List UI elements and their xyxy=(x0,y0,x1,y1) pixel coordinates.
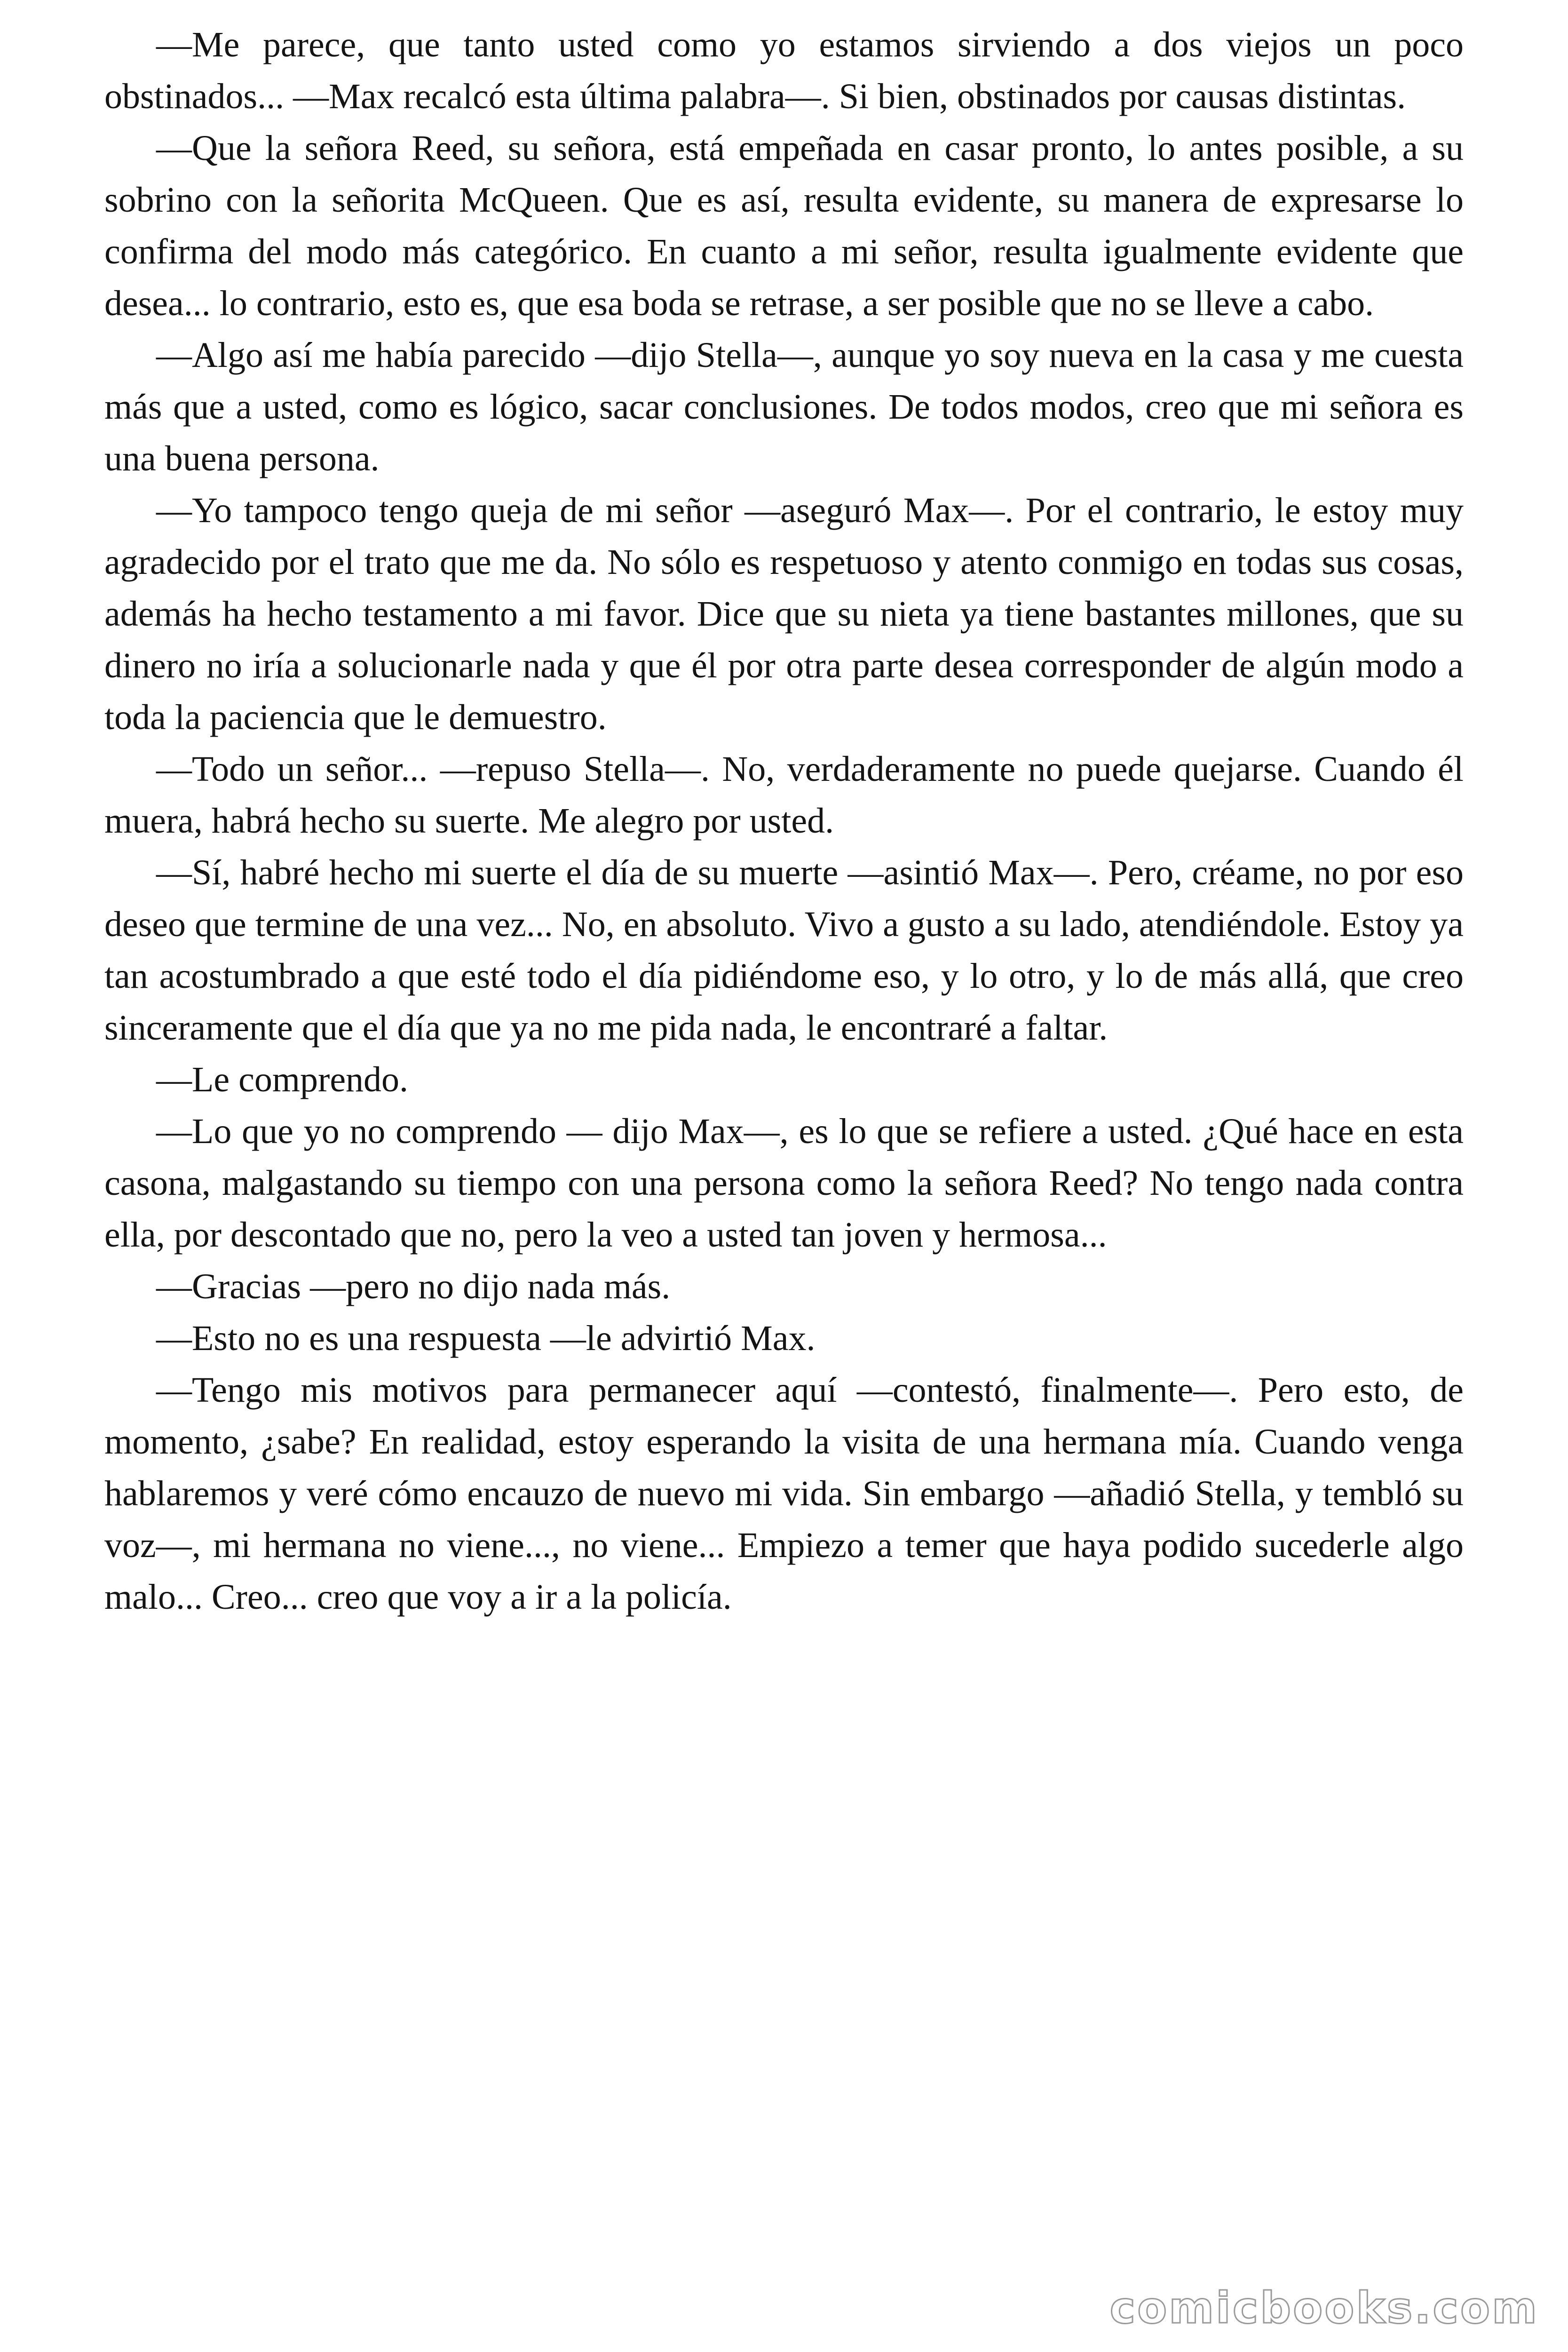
paragraph: —Todo un señor... —repuso Stella—. No, verdaderamente no puede quejarse. Cuando él muera, habrá hecho su suerte. Me alegro por usted. xyxy=(104,749,1464,841)
paragraph: —Esto no es una respuesta —le advirtió Max. xyxy=(156,1319,816,1358)
paragraph: —Que la señora Reed, su señora, está empeñada en casar pronto, lo antes posible, a su sobrino con la señorita McQueen. Que es así, resulta evidente, su manera de expresarse lo confirma del modo más categórico. En cuanto a mi señor, resulta igualmente evidente que desea... lo contrario, esto es, que esa boda se retrase, a ser posible que no se lleve a cabo. xyxy=(104,128,1464,323)
paragraph: —Le comprendo. xyxy=(156,1060,409,1099)
paragraph: —Lo que yo no comprendo — dijo Max—, es lo que se refiere a usted. ¿Qué hace en esta casona, malgastando su tiempo con una persona como la señora Reed? No tengo nada contra ella, por descontado que no, pero la veo a usted tan joven y hermosa... xyxy=(104,1112,1464,1255)
paragraph: —Gracias —pero no dijo nada más. xyxy=(156,1267,671,1306)
paragraph: —Sí, habré hecho mi suerte el día de su muerte —asintió Max—. Pero, créame, no por eso deseo que termine de una vez... No, en absoluto. Vivo a gusto a su lado, atendiéndole. Estoy ya tan acostumbrado a que esté todo el día pidiéndome eso, y lo otro, y lo de más allá, que creo sinceramente que el día que ya no me pida nada, le encontraré a faltar. xyxy=(104,853,1464,1048)
paragraph: —Algo así me había parecido —dijo Stella—, aunque yo soy nueva en la casa y me cuesta más que a usted, como es lógico, sacar conclusiones. De todos modos, creo que mi señora es una buena persona. xyxy=(104,335,1464,478)
watermark: comicbooks.com xyxy=(1109,2283,1539,2333)
paragraph: —Me parece, que tanto usted como yo estamos sirviendo a dos viejos un poco obstinados... —Max recalcó esta última palabra—. Si bien, obstinados por causas distintas. xyxy=(104,25,1464,116)
paragraph: —Tengo mis motivos para permanecer aquí —contestó, finalmente—. Pero esto, de momento, ¿sabe? En realidad, estoy esperando la visita de una hermana mía. Cuando venga hablaremos y veré cómo encauzo de nuevo mi vida. Sin embargo —añadió Stella, y tembló su voz—, mi hermana no viene..., no viene... Empiezo a temer que haya podido sucederle algo malo... Creo... creo que voy a ir a la policía. xyxy=(104,1370,1464,1617)
page-text xyxy=(104,19,1464,1623)
paragraph: —Yo tampoco tengo queja de mi señor —aseguró Max—. Por el contrario, le estoy muy agradecido por el trato que me da. No sólo es respetuoso y atento conmigo en todas sus cosas, además ha hecho testamento a mi favor. Dice que su nieta ya tiene bastantes millones, que su dinero no iría a solucionarle nada y que él por otra parte desea corresponder de algún modo a toda la paciencia que le demuestro. xyxy=(104,491,1464,737)
